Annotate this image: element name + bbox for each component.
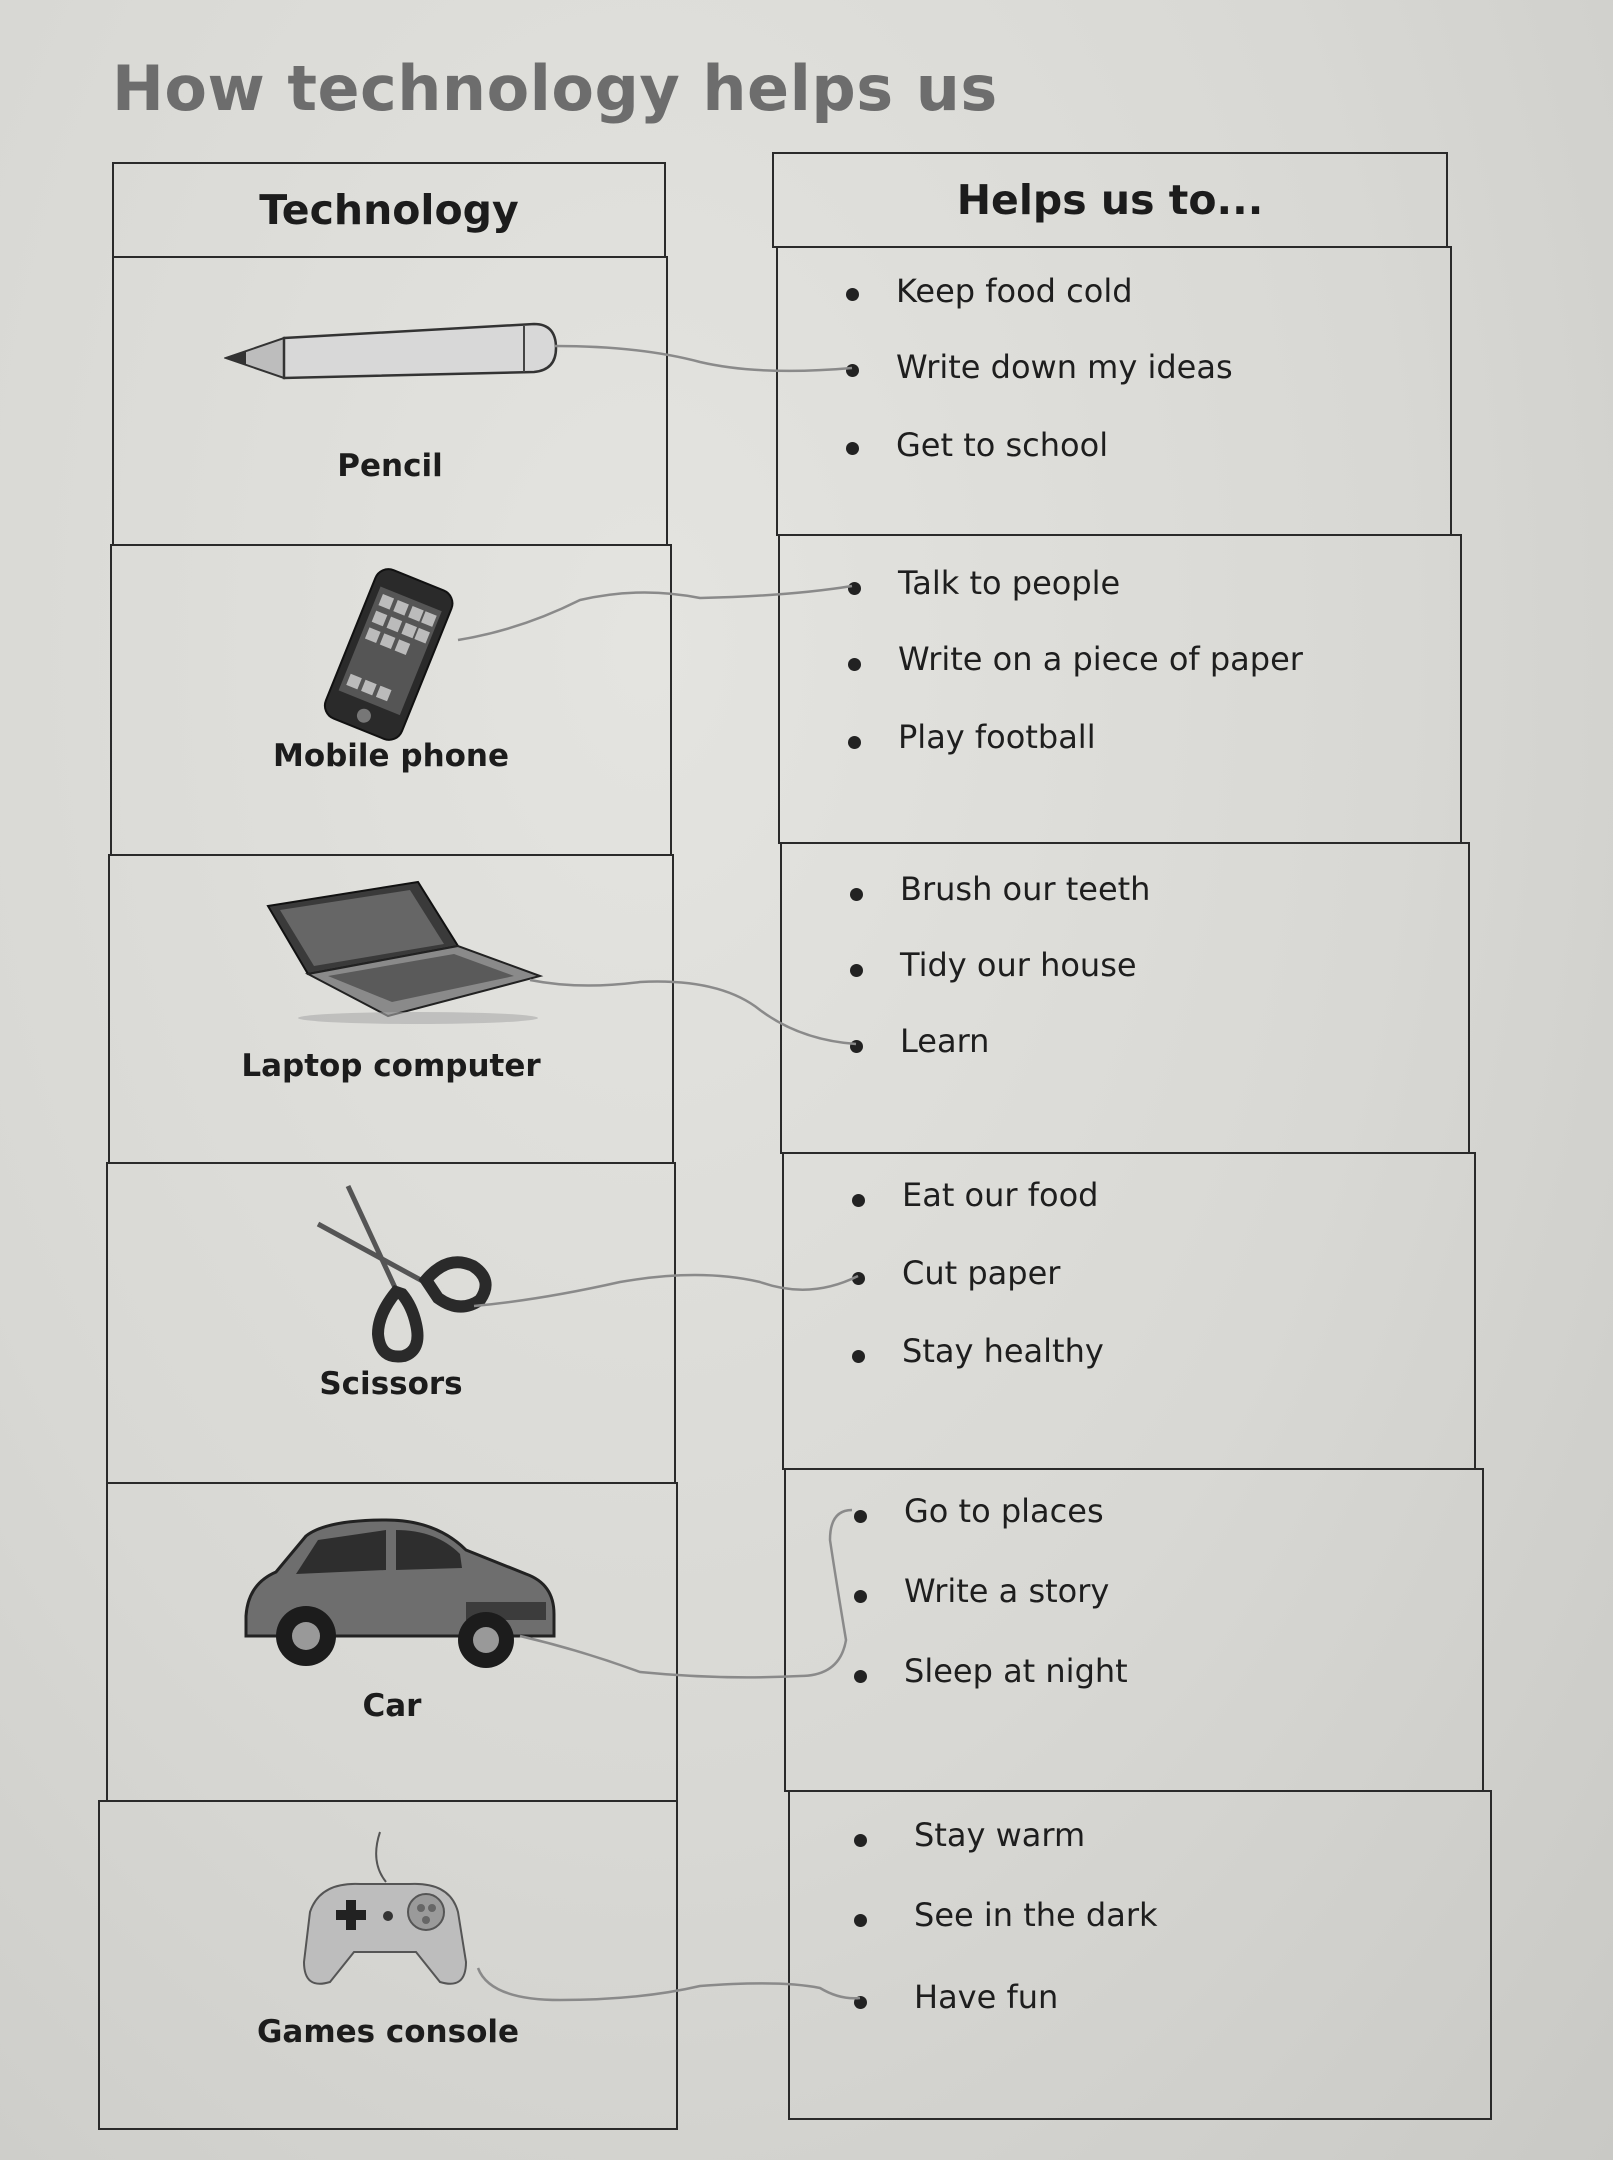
tech-label-games-console: Games console [256,2014,520,2050]
option-write-a-story[interactable]: Write a story [904,1572,1110,1610]
match-line-mobile-phone [458,586,852,640]
match-line-games-console [478,1968,860,2000]
option-write-on-paper[interactable]: Write on a piece of paper [898,640,1303,678]
helps-header-label: Helps us to... [956,176,1264,224]
option-sleep-at-night[interactable]: Sleep at night [904,1652,1128,1690]
option-keep-food-cold[interactable]: Keep food cold [896,272,1133,310]
option-talk-to-people[interactable]: Talk to people [898,564,1121,602]
option-cut-paper[interactable]: Cut paper [902,1254,1061,1292]
option-play-football[interactable]: Play football [898,718,1096,756]
option-have-fun[interactable]: Have fun [914,1978,1059,2016]
option-get-to-school[interactable]: Get to school [896,426,1109,464]
page-title: How technology helps us [112,52,998,125]
option-see-in-the-dark[interactable]: See in the dark [914,1896,1158,1934]
tech-label-pencil: Pencil [337,448,443,484]
option-stay-healthy[interactable]: Stay healthy [902,1332,1104,1370]
option-tidy-our-house[interactable]: Tidy our house [900,946,1137,984]
option-go-to-places[interactable]: Go to places [904,1492,1104,1530]
match-line-car [520,1510,852,1677]
tech-label-mobile-phone: Mobile phone [272,738,510,774]
technology-header-label: Technology [259,186,519,234]
tech-label-laptop: Laptop computer [241,1048,541,1084]
option-eat-our-food[interactable]: Eat our food [902,1176,1099,1214]
tech-label-car: Car [362,1688,422,1724]
option-stay-warm[interactable]: Stay warm [914,1816,1086,1854]
option-learn[interactable]: Learn [900,1022,990,1060]
match-line-pencil [555,346,852,371]
match-line-laptop [530,980,856,1044]
tech-label-scissors: Scissors [319,1366,463,1402]
option-write-down-my-ideas[interactable]: Write down my ideas [896,348,1233,386]
option-brush-our-teeth[interactable]: Brush our teeth [900,870,1151,908]
match-line-scissors [474,1275,858,1306]
